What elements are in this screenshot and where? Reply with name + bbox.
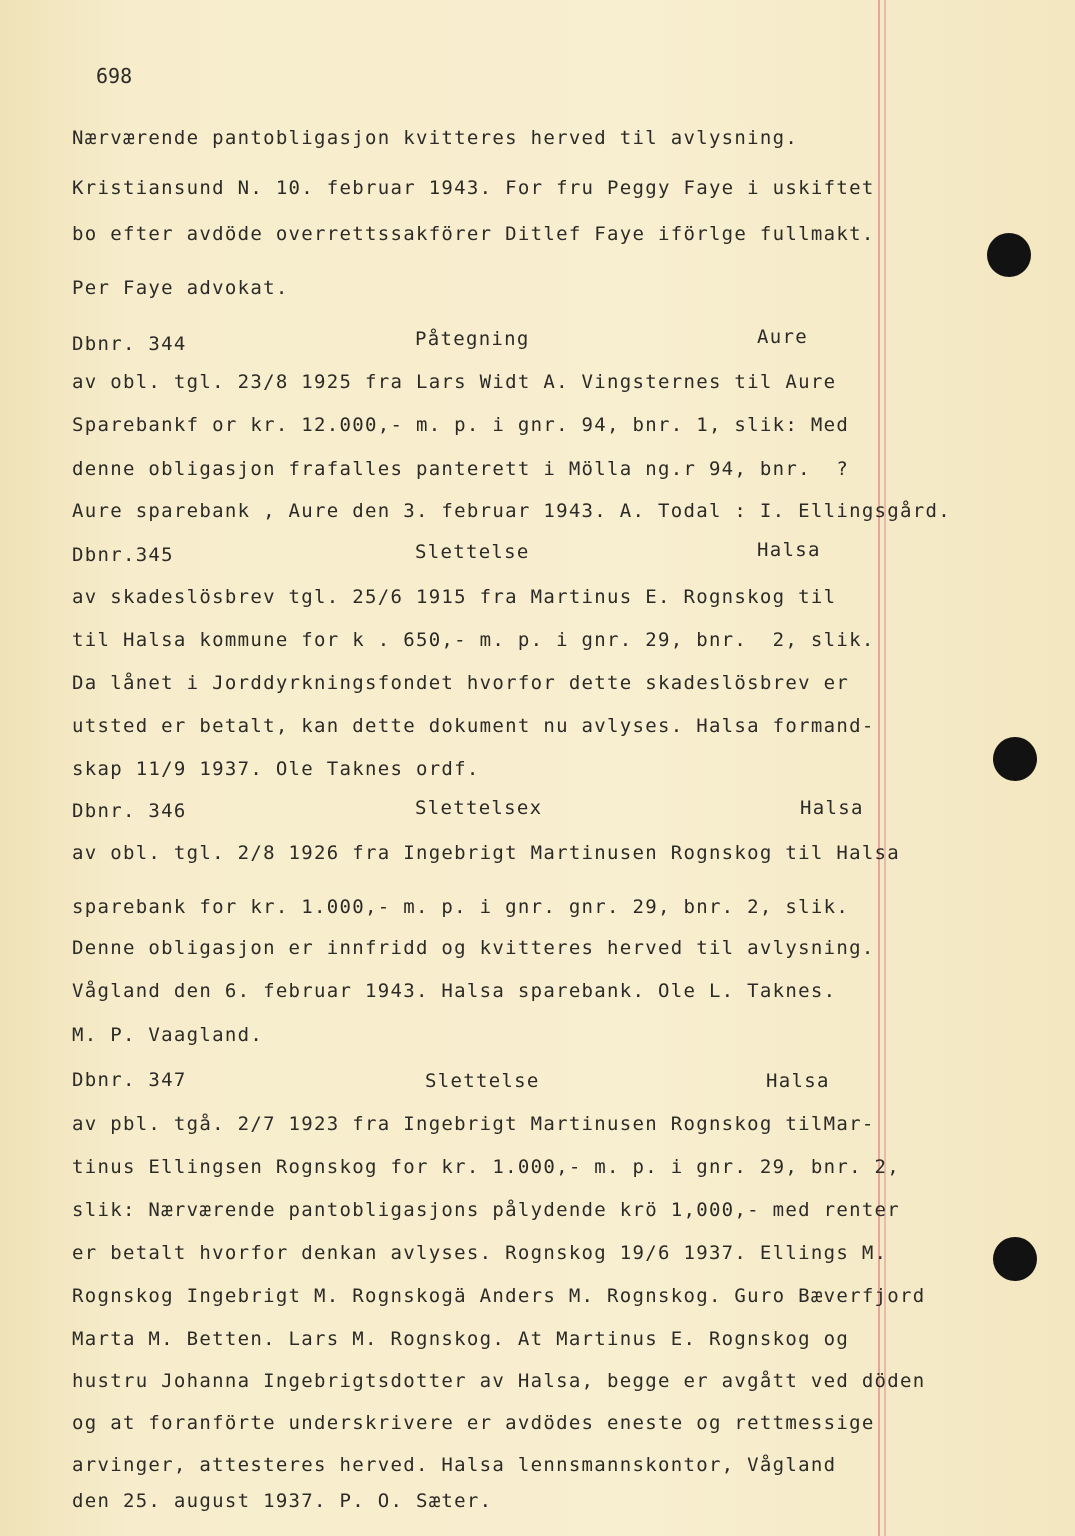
entry-line: av skadeslösbrev tgl. 25/6 1915 fra Martinus E. Rognskog til (72, 586, 837, 608)
entry-line: Marta M. Betten. Lars M. Rognskog. At Martinus E. Rognskog og (72, 1328, 850, 1350)
punch-hole (987, 233, 1031, 277)
page-number: 698 (96, 64, 133, 88)
entry-line: utsted er betalt, kan dette dokument nu avlyses. Halsa formand- (72, 715, 875, 737)
entry-line: og at foranförte underskrivere er avdödes eneste og rettmessige (72, 1412, 875, 1434)
entry-type: Påtegning (415, 328, 530, 350)
entry-line: Sparebankf or kr. 12.000,- m. p. i gnr. 94, bnr. 1, slik: Med (72, 414, 850, 436)
entry-type: Slettelsex (415, 797, 543, 819)
entry-dbnr: Dbnr. 346 (72, 800, 187, 822)
entry-dbnr: Dbnr. 344 (72, 333, 187, 355)
entry-line: er betalt hvorfor denkan avlyses. Rognskog 19/6 1937. Ellings M. (72, 1242, 888, 1264)
entry-line: tinus Ellingsen Rognskog for kr. 1.000,- m. p. i gnr. 29, bnr. 2, (72, 1156, 901, 1178)
punch-hole (993, 1237, 1037, 1281)
entry-line: Rognskog Ingebrigt M. Rognskogä Anders M. Rognskog. Guro Bæverfjord (72, 1285, 926, 1307)
intro-line: Kristiansund N. 10. februar 1943. For fru Peggy Faye i uskiftet (72, 177, 875, 199)
entry-line: Denne obligasjon er innfridd og kvitteres herved til avlysning. (72, 937, 875, 959)
entry-dbnr: Dbnr. 347 (72, 1069, 187, 1091)
entry-line: hustru Johanna Ingebrigtsdotter av Halsa, begge er avgått ved döden (72, 1370, 926, 1392)
entry-place: Halsa (800, 797, 864, 819)
entry-line: arvinger, attesteres herved. Halsa lennsmannskontor, Vågland (72, 1454, 837, 1476)
entry-line: av obl. tgl. 23/8 1925 fra Lars Widt A. Vingsternes til Aure (72, 371, 837, 393)
entry-line: denne obligasjon frafalles panterett i Mölla ng.r 94, bnr. ? (72, 458, 850, 480)
entry-line: M. P. Vaagland. (72, 1024, 264, 1046)
entry-line: skap 11/9 1937. Ole Taknes ordf. (72, 758, 480, 780)
punch-hole (993, 737, 1037, 781)
entry-dbnr: Dbnr.345 (72, 544, 174, 566)
entry-line: sparebank for kr. 1.000,- m. p. i gnr. gnr. 29, bnr. 2, slik. (72, 896, 850, 918)
intro-line: Per Faye advokat. (72, 277, 289, 299)
entry-line: den 25. august 1937. P. O. Sæter. (72, 1490, 493, 1512)
entry-place: Halsa (757, 539, 821, 561)
entry-place: Halsa (766, 1070, 830, 1092)
entry-place: Aure (757, 326, 808, 348)
entry-line: Aure sparebank , Aure den 3. februar 1943. A. Todal : I. Ellingsgård. (72, 500, 951, 522)
entry-line: Vågland den 6. februar 1943. Halsa sparebank. Ole L. Taknes. (72, 980, 837, 1002)
intro-line: Nærværende pantobligasjon kvitteres herved til avlysning. (72, 127, 799, 149)
entry-line: slik: Nærværende pantobligasjons pålydende krö 1,000,- med renter (72, 1199, 901, 1221)
entry-line: av pbl. tgå. 2/7 1923 fra Ingebrigt Martinusen Rognskog tilMar- (72, 1113, 875, 1135)
entry-line: av obl. tgl. 2/8 1926 fra Ingebrigt Martinusen Rognskog til Halsa (72, 842, 901, 864)
entry-type: Slettelse (425, 1070, 540, 1092)
entry-line: Da lånet i Jorddyrkningsfondet hvorfor dette skadeslösbrev er (72, 672, 850, 694)
entry-type: Slettelse (415, 541, 530, 563)
intro-line: bo efter avdöde overrettssakförer Ditlef Faye iförlge fullmakt. (72, 223, 875, 245)
entry-line: til Halsa kommune for k . 650,- m. p. i gnr. 29, bnr. 2, slik. (72, 629, 875, 651)
